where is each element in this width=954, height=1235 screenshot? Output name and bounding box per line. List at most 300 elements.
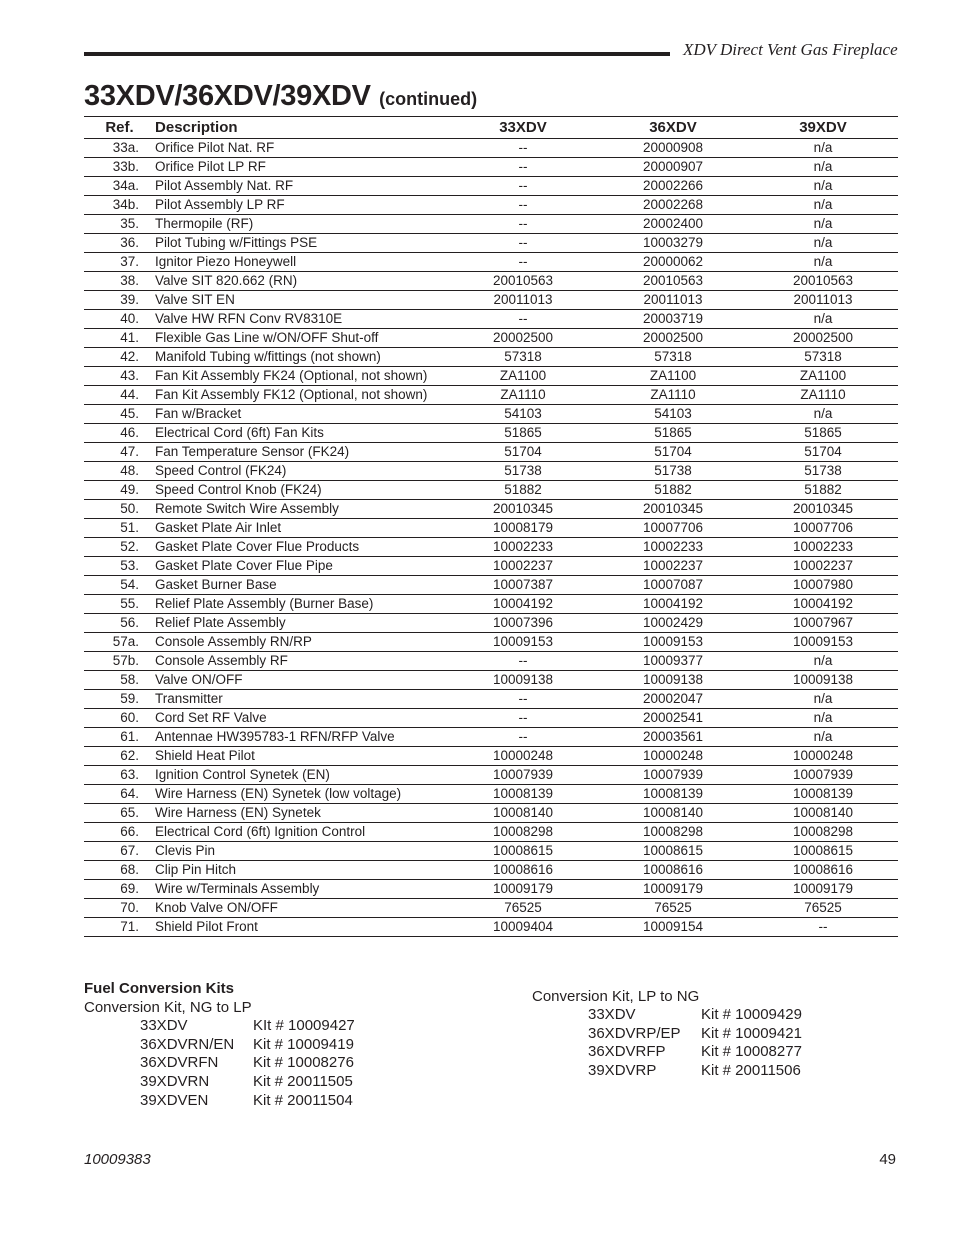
cell-ref: 51. [84, 519, 155, 538]
cell-description: Wire Harness (EN) Synetek (low voltage) [155, 785, 448, 804]
cell-33xdv: -- [448, 253, 598, 272]
footer-doc-number: 10009383 [84, 1151, 151, 1168]
cell-33xdv: 10002237 [448, 557, 598, 576]
cell-36xdv: 10008140 [598, 804, 748, 823]
cell-39xdv: 10007967 [748, 614, 898, 633]
cell-description: Shield Pilot Front [155, 918, 448, 937]
table-row [84, 899, 898, 918]
table-row [84, 709, 898, 728]
cell-36xdv: 20000907 [598, 158, 748, 177]
table-row [84, 747, 898, 766]
kit-number: Kit # 10008277 [701, 1043, 802, 1061]
cell-33xdv: 10000248 [448, 747, 598, 766]
cell-33xdv: ZA1100 [448, 367, 598, 386]
kit-row [84, 1073, 355, 1092]
table-row [84, 253, 898, 272]
cell-33xdv: 10007396 [448, 614, 598, 633]
table-row [84, 424, 898, 443]
cell-36xdv: 10007939 [598, 766, 748, 785]
cell-36xdv: 20002047 [598, 690, 748, 709]
kit-row [532, 1025, 802, 1044]
table-row [84, 671, 898, 690]
cell-ref: 33a. [84, 139, 155, 158]
table-row [84, 576, 898, 595]
cell-33xdv: 10002233 [448, 538, 598, 557]
cell-36xdv: 10009138 [598, 671, 748, 690]
kit-row [532, 1043, 802, 1062]
cell-description: Valve SIT EN [155, 291, 448, 310]
cell-36xdv: 51704 [598, 443, 748, 462]
cell-33xdv: 51704 [448, 443, 598, 462]
kit-model: 39XDVEN [140, 1091, 209, 1109]
cell-36xdv: 10004192 [598, 595, 748, 614]
cell-ref: 41. [84, 329, 155, 348]
cell-39xdv: 10008615 [748, 842, 898, 861]
cell-ref: 67. [84, 842, 155, 861]
cell-33xdv: 20011013 [448, 291, 598, 310]
cell-ref: 58. [84, 671, 155, 690]
table-row [84, 272, 898, 291]
cell-description: Gasket Plate Air Inlet [155, 519, 448, 538]
cell-ref: 33b. [84, 158, 155, 177]
cell-36xdv: 51738 [598, 462, 748, 481]
cell-33xdv: -- [448, 234, 598, 253]
cell-description: Wire w/Terminals Assembly [155, 880, 448, 899]
kit-number: Kit # 10009429 [701, 1006, 802, 1023]
cell-description: Valve HW RFN Conv RV8310E [155, 310, 448, 329]
cell-33xdv: 10007939 [448, 766, 598, 785]
cell-39xdv: n/a [748, 215, 898, 234]
kit-number: Kit # 20011506 [701, 1062, 801, 1080]
table-row [84, 823, 898, 842]
kit-row [84, 1036, 355, 1055]
table-row [84, 538, 898, 557]
cell-description: Fan Kit Assembly FK12 (Optional, not shown) [155, 386, 448, 405]
column-header-33xdv: 33XDV [448, 117, 598, 139]
parts-table-body [84, 139, 898, 937]
cell-33xdv: -- [448, 709, 598, 728]
cell-description: Ignitor Piezo Honeywell [155, 253, 448, 272]
cell-39xdv: 51704 [748, 443, 898, 462]
table-row [84, 481, 898, 500]
cell-33xdv: -- [448, 652, 598, 671]
cell-33xdv: ZA1110 [448, 386, 598, 405]
cell-description: Orifice Pilot Nat. RF [155, 139, 448, 158]
cell-description: Clevis Pin [155, 842, 448, 861]
cell-ref: 61. [84, 728, 155, 747]
table-row [84, 861, 898, 880]
cell-36xdv: 20002266 [598, 177, 748, 196]
cell-33xdv: 76525 [448, 899, 598, 918]
cell-36xdv: 54103 [598, 405, 748, 424]
cell-39xdv: n/a [748, 253, 898, 272]
cell-description: Relief Plate Assembly (Burner Base) [155, 595, 448, 614]
kit-model: 33XDV [140, 1017, 188, 1034]
cell-description: Electrical Cord (6ft) Ignition Control [155, 823, 448, 842]
ng-to-lp-list [84, 1017, 355, 1111]
table-row [84, 462, 898, 481]
cell-description: Antennae HW395783-1 RFN/RFP Valve [155, 728, 448, 747]
cell-description: Pilot Assembly Nat. RF [155, 177, 448, 196]
column-header-description: Description [155, 117, 448, 139]
cell-33xdv: -- [448, 158, 598, 177]
table-row [84, 291, 898, 310]
cell-description: Fan Kit Assembly FK24 (Optional, not shown) [155, 367, 448, 386]
cell-39xdv: n/a [748, 234, 898, 253]
cell-ref: 35. [84, 215, 155, 234]
table-row [84, 215, 898, 234]
cell-39xdv: 20002500 [748, 329, 898, 348]
kit-number: Kit # 10008276 [253, 1054, 354, 1072]
cell-33xdv: 51865 [448, 424, 598, 443]
cell-36xdv: 57318 [598, 348, 748, 367]
cell-ref: 49. [84, 481, 155, 500]
table-row [84, 918, 898, 937]
cell-description: Transmitter [155, 690, 448, 709]
table-row [84, 177, 898, 196]
cell-39xdv: -- [748, 918, 898, 937]
cell-39xdv: 10004192 [748, 595, 898, 614]
cell-36xdv: 20000062 [598, 253, 748, 272]
cell-36xdv: 20010345 [598, 500, 748, 519]
cell-ref: 34a. [84, 177, 155, 196]
cell-description: Knob Valve ON/OFF [155, 899, 448, 918]
cell-description: Console Assembly RF [155, 652, 448, 671]
cell-description: Gasket Plate Cover Flue Products [155, 538, 448, 557]
cell-36xdv: ZA1100 [598, 367, 748, 386]
cell-36xdv: 20003561 [598, 728, 748, 747]
kit-number: KIt # 10009427 [253, 1017, 355, 1034]
cell-39xdv: n/a [748, 196, 898, 215]
cell-39xdv: n/a [748, 158, 898, 177]
cell-39xdv: 10009138 [748, 671, 898, 690]
table-row [84, 158, 898, 177]
cell-ref: 43. [84, 367, 155, 386]
parts-table [84, 116, 898, 937]
table-row [84, 519, 898, 538]
cell-description: Fan w/Bracket [155, 405, 448, 424]
cell-39xdv: 10009179 [748, 880, 898, 899]
cell-39xdv: 10007706 [748, 519, 898, 538]
kits-lp-to-ng-section [532, 987, 802, 1081]
kit-row [84, 1017, 355, 1036]
cell-39xdv: 10008298 [748, 823, 898, 842]
table-row [84, 614, 898, 633]
cell-39xdv: n/a [748, 139, 898, 158]
cell-description: Valve ON/OFF [155, 671, 448, 690]
cell-description: Flexible Gas Line w/ON/OFF Shut-off [155, 329, 448, 348]
cell-33xdv: -- [448, 196, 598, 215]
cell-33xdv: 10009404 [448, 918, 598, 937]
kit-number: Kit # 10009419 [253, 1035, 354, 1053]
cell-ref: 34b. [84, 196, 155, 215]
cell-36xdv: 10008139 [598, 785, 748, 804]
cell-39xdv: 20010345 [748, 500, 898, 519]
cell-33xdv: 57318 [448, 348, 598, 367]
cell-36xdv: 10007087 [598, 576, 748, 595]
cell-ref: 38. [84, 272, 155, 291]
cell-ref: 46. [84, 424, 155, 443]
cell-36xdv: 20002400 [598, 215, 748, 234]
cell-36xdv: 20002500 [598, 329, 748, 348]
cell-39xdv: 51738 [748, 462, 898, 481]
cell-description: Valve SIT 820.662 (RN) [155, 272, 448, 291]
cell-ref: 65. [84, 804, 155, 823]
table-row [84, 633, 898, 652]
cell-39xdv: n/a [748, 690, 898, 709]
column-header-36xdv: 36XDV [598, 117, 748, 139]
table-row [84, 557, 898, 576]
cell-36xdv: 10008298 [598, 823, 748, 842]
cell-ref: 59. [84, 690, 155, 709]
kit-number: Kit # 20011505 [253, 1073, 353, 1091]
cell-33xdv: -- [448, 690, 598, 709]
table-row [84, 652, 898, 671]
cell-33xdv: -- [448, 310, 598, 329]
cell-ref: 66. [84, 823, 155, 842]
cell-33xdv: -- [448, 215, 598, 234]
cell-36xdv: 10000248 [598, 747, 748, 766]
kit-row [84, 1092, 355, 1111]
kit-model: 39XDVRP [588, 1062, 657, 1080]
cell-ref: 57a. [84, 633, 155, 652]
cell-33xdv: 10009138 [448, 671, 598, 690]
kit-number: Kit # 10009421 [701, 1024, 802, 1042]
cell-ref: 70. [84, 899, 155, 918]
cell-36xdv: 20002541 [598, 709, 748, 728]
cell-39xdv: n/a [748, 652, 898, 671]
kit-model: 36XDVRN/EN [140, 1035, 235, 1053]
cell-36xdv: 51865 [598, 424, 748, 443]
cell-33xdv: 51738 [448, 462, 598, 481]
table-row [84, 405, 898, 424]
cell-33xdv: 10008139 [448, 785, 598, 804]
cell-39xdv: 51865 [748, 424, 898, 443]
cell-ref: 57b. [84, 652, 155, 671]
kit-model: 39XDVRN [140, 1073, 210, 1091]
cell-33xdv: 51882 [448, 481, 598, 500]
cell-ref: 53. [84, 557, 155, 576]
cell-36xdv: 20002268 [598, 196, 748, 215]
cell-36xdv: 10003279 [598, 234, 748, 253]
cell-39xdv: 10002233 [748, 538, 898, 557]
cell-33xdv: -- [448, 177, 598, 196]
cell-description: Cord Set RF Valve [155, 709, 448, 728]
table-row [84, 196, 898, 215]
cell-33xdv: 54103 [448, 405, 598, 424]
cell-ref: 45. [84, 405, 155, 424]
cell-33xdv: 10004192 [448, 595, 598, 614]
cell-33xdv: 20010563 [448, 272, 598, 291]
table-row [84, 690, 898, 709]
footer-page-number: 49 [879, 1151, 896, 1168]
cell-39xdv: 10000248 [748, 747, 898, 766]
cell-36xdv: 10009153 [598, 633, 748, 652]
column-header-ref: Ref. [84, 117, 155, 139]
kit-number: Kit # 20011504 [253, 1091, 353, 1109]
lp-to-ng-list [532, 1006, 802, 1081]
table-row [84, 367, 898, 386]
cell-39xdv: 10008616 [748, 861, 898, 880]
cell-36xdv: 20003719 [598, 310, 748, 329]
kit-model: 36XDVRFN [140, 1054, 219, 1072]
kit-model: 33XDV [588, 1006, 636, 1023]
cell-description: Speed Control Knob (FK24) [155, 481, 448, 500]
table-row [84, 842, 898, 861]
cell-ref: 64. [84, 785, 155, 804]
kit-row [532, 1062, 802, 1081]
cell-33xdv: 20010345 [448, 500, 598, 519]
cell-36xdv: 20011013 [598, 291, 748, 310]
cell-36xdv: 10002237 [598, 557, 748, 576]
table-row [84, 804, 898, 823]
cell-ref: 44. [84, 386, 155, 405]
cell-39xdv: 51882 [748, 481, 898, 500]
kit-model: 36XDVRFP [588, 1043, 666, 1061]
cell-ref: 39. [84, 291, 155, 310]
cell-36xdv: 76525 [598, 899, 748, 918]
cell-ref: 68. [84, 861, 155, 880]
cell-39xdv: n/a [748, 405, 898, 424]
cell-ref: 62. [84, 747, 155, 766]
table-row [84, 348, 898, 367]
cell-36xdv: 10008616 [598, 861, 748, 880]
cell-39xdv: 20010563 [748, 272, 898, 291]
table-row [84, 595, 898, 614]
cell-ref: 47. [84, 443, 155, 462]
cell-33xdv: 10008179 [448, 519, 598, 538]
cell-ref: 60. [84, 709, 155, 728]
page-title [84, 80, 477, 113]
cell-39xdv: ZA1110 [748, 386, 898, 405]
cell-ref: 56. [84, 614, 155, 633]
cell-39xdv: 10007980 [748, 576, 898, 595]
table-row [84, 310, 898, 329]
cell-39xdv: 10007939 [748, 766, 898, 785]
cell-33xdv: -- [448, 728, 598, 747]
kit-row [532, 1006, 802, 1025]
table-row [84, 500, 898, 519]
cell-description: Relief Plate Assembly [155, 614, 448, 633]
column-header-39xdv: 39XDV [748, 117, 898, 139]
kit-row [84, 1054, 355, 1073]
cell-36xdv: 10009377 [598, 652, 748, 671]
cell-description: Pilot Assembly LP RF [155, 196, 448, 215]
cell-33xdv: 10009179 [448, 880, 598, 899]
table-row [84, 785, 898, 804]
table-row [84, 386, 898, 405]
cell-33xdv: 10008615 [448, 842, 598, 861]
cell-ref: 63. [84, 766, 155, 785]
cell-36xdv: 10009179 [598, 880, 748, 899]
cell-39xdv: ZA1100 [748, 367, 898, 386]
cell-36xdv: 10009154 [598, 918, 748, 937]
kits-ng-to-lp-section [84, 979, 355, 1111]
table-header-row [84, 117, 898, 139]
kits-heading: Fuel Conversion Kits [84, 980, 235, 997]
cell-description: Orifice Pilot LP RF [155, 158, 448, 177]
cell-description: Speed Control (FK24) [155, 462, 448, 481]
cell-33xdv: 20002500 [448, 329, 598, 348]
cell-39xdv: 10008139 [748, 785, 898, 804]
cell-description: Thermopile (RF) [155, 215, 448, 234]
cell-ref: 36. [84, 234, 155, 253]
cell-description: Pilot Tubing w/Fittings PSE [155, 234, 448, 253]
lp-to-ng-title: Conversion Kit, LP to NG [532, 988, 700, 1005]
cell-33xdv: 10007387 [448, 576, 598, 595]
table-row [84, 329, 898, 348]
cell-39xdv: n/a [748, 310, 898, 329]
header-rule [84, 52, 670, 56]
cell-33xdv: 10008616 [448, 861, 598, 880]
cell-ref: 37. [84, 253, 155, 272]
cell-description: Console Assembly RN/RP [155, 633, 448, 652]
cell-39xdv: 57318 [748, 348, 898, 367]
cell-39xdv: 76525 [748, 899, 898, 918]
cell-33xdv: 10008298 [448, 823, 598, 842]
page-title-main: 33XDV/36XDV/39XDV [84, 80, 371, 112]
page-title-subtitle: (continued) [379, 89, 478, 109]
cell-description: Electrical Cord (6ft) Fan Kits [155, 424, 448, 443]
cell-description: Gasket Burner Base [155, 576, 448, 595]
cell-36xdv: 10002233 [598, 538, 748, 557]
cell-ref: 42. [84, 348, 155, 367]
cell-description: Wire Harness (EN) Synetek [155, 804, 448, 823]
header-title: XDV Direct Vent Gas Fireplace [683, 40, 898, 59]
table-row [84, 443, 898, 462]
cell-description: Remote Switch Wire Assembly [155, 500, 448, 519]
cell-39xdv: n/a [748, 728, 898, 747]
cell-ref: 48. [84, 462, 155, 481]
cell-36xdv: 10007706 [598, 519, 748, 538]
cell-36xdv: 10008615 [598, 842, 748, 861]
cell-description: Manifold Tubing w/fittings (not shown) [155, 348, 448, 367]
cell-description: Shield Heat Pilot [155, 747, 448, 766]
cell-ref: 55. [84, 595, 155, 614]
cell-ref: 52. [84, 538, 155, 557]
cell-description: Gasket Plate Cover Flue Pipe [155, 557, 448, 576]
table-row [84, 728, 898, 747]
cell-ref: 71. [84, 918, 155, 937]
cell-39xdv: 10008140 [748, 804, 898, 823]
cell-39xdv: n/a [748, 709, 898, 728]
cell-36xdv: 51882 [598, 481, 748, 500]
cell-36xdv: 20010563 [598, 272, 748, 291]
cell-33xdv: 10009153 [448, 633, 598, 652]
cell-39xdv: n/a [748, 177, 898, 196]
table-row [84, 880, 898, 899]
table-row [84, 234, 898, 253]
kit-model: 36XDVRP/EP [588, 1024, 681, 1042]
cell-description: Fan Temperature Sensor (FK24) [155, 443, 448, 462]
cell-36xdv: ZA1110 [598, 386, 748, 405]
cell-ref: 40. [84, 310, 155, 329]
cell-33xdv: 10008140 [448, 804, 598, 823]
cell-39xdv: 10002237 [748, 557, 898, 576]
cell-description: Clip Pin Hitch [155, 861, 448, 880]
cell-ref: 69. [84, 880, 155, 899]
cell-36xdv: 10002429 [598, 614, 748, 633]
table-row [84, 139, 898, 158]
cell-ref: 54. [84, 576, 155, 595]
cell-description: Ignition Control Synetek (EN) [155, 766, 448, 785]
table-row [84, 766, 898, 785]
cell-ref: 50. [84, 500, 155, 519]
cell-39xdv: 20011013 [748, 291, 898, 310]
ng-to-lp-title: Conversion Kit, NG to LP [84, 999, 252, 1016]
cell-39xdv: 10009153 [748, 633, 898, 652]
cell-36xdv: 20000908 [598, 139, 748, 158]
